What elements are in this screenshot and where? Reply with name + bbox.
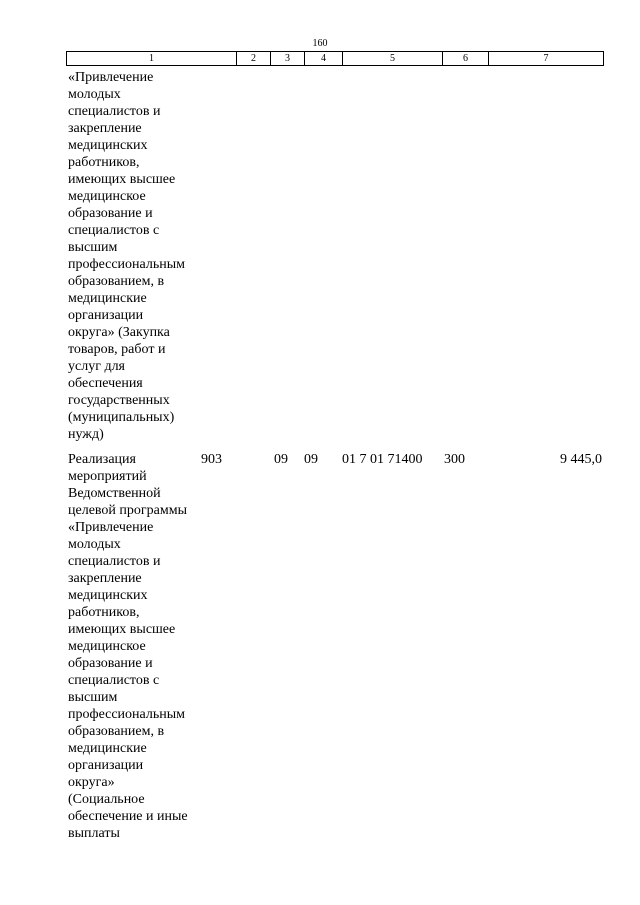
row-col4: 09 <box>304 452 318 467</box>
column-header-3: 3 <box>271 52 305 66</box>
row-col2: 903 <box>201 452 222 467</box>
row-col5: 01 7 01 71400 <box>342 452 423 467</box>
row-col3: 09 <box>274 452 288 467</box>
column-header-4: 4 <box>305 52 343 66</box>
column-header-6: 6 <box>443 52 489 66</box>
page-number: 160 <box>312 38 328 49</box>
column-header-2: 2 <box>237 52 271 66</box>
row-description: Реализация мероприятий Ведомственной целевой программы «Привлечение молодых специалистов и закрепление медицинских работников, имеющих высшее медицинское образование и специалистов с высшим профессиональным образованием, в медицинские организации округа» (Социальное обеспечение и иные выплаты <box>68 452 188 841</box>
column-header-table <box>66 51 604 66</box>
row-description: «Привлечение молодых специалистов и закрепление медицинских работников, имеющих высшее медицинское образование и специалистов с высшим профессиональным образованием, в медицинские организации округа» (Закупка товаров, работ и услуг для обеспечения государственных (муниципальных) нужд) <box>68 70 186 442</box>
column-header-row <box>67 52 604 66</box>
row-col7: 9 445,0 <box>560 452 602 467</box>
column-header-5: 5 <box>343 52 443 66</box>
column-header-1: 1 <box>67 52 237 66</box>
row-col6: 300 <box>444 452 465 467</box>
column-header-7: 7 <box>489 52 604 66</box>
